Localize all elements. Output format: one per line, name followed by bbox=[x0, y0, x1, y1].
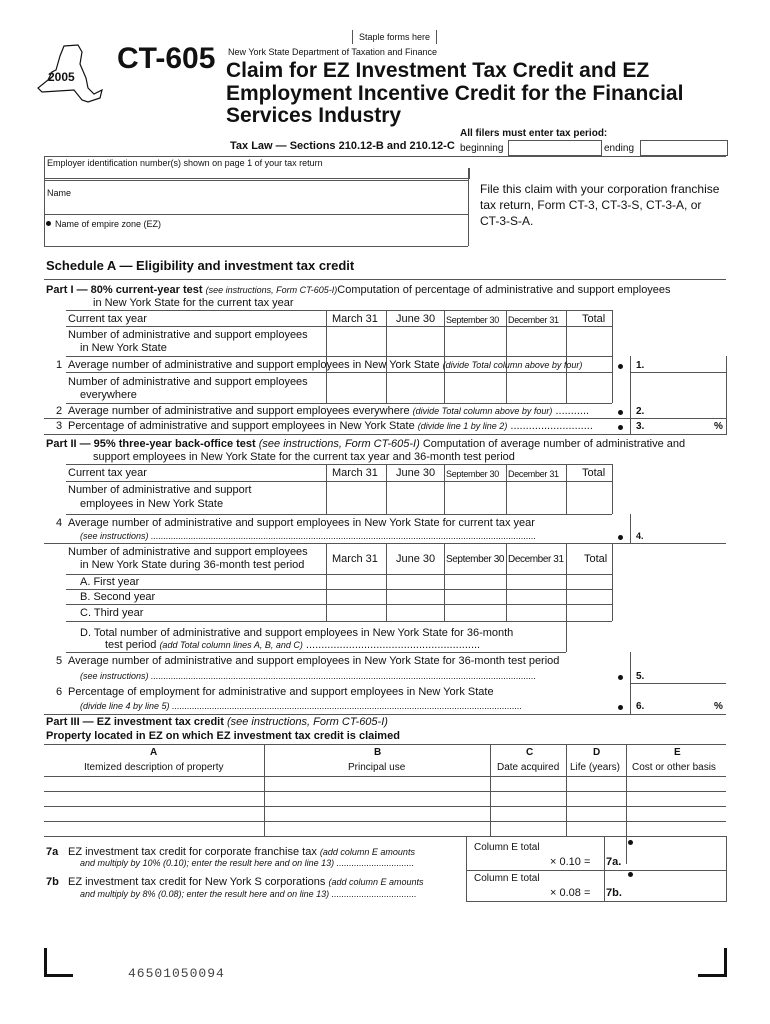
line-5-box: 5. bbox=[636, 671, 645, 682]
line-5-text: Average number of administrative and support employees in New York State for 36-month test period bbox=[68, 655, 560, 667]
row-everywhere: Number of administrative and support employees bbox=[68, 376, 308, 388]
row-ny-employees: Number of administrative and support employees bbox=[68, 329, 308, 341]
beginning-input[interactable] bbox=[508, 140, 602, 156]
row2-ny-employees-2: employees in New York State bbox=[80, 498, 224, 510]
line-2-input[interactable] bbox=[650, 403, 724, 417]
part-2-heading: Part II — 95% three-year back-office test (see instructions, Form CT-605-I) Computation of average number of administrative and bbox=[46, 438, 686, 450]
col3-march: March 31 bbox=[332, 553, 378, 565]
col-a-label: Itemized description of property bbox=[84, 762, 224, 773]
line-3-box: 3. bbox=[636, 421, 645, 432]
line-1-number: 1 bbox=[56, 359, 63, 371]
col2-december: December 31 bbox=[508, 469, 559, 479]
schedule-a-title: Schedule A — Eligibility and investment tax credit bbox=[46, 258, 355, 273]
col-june: June 30 bbox=[396, 313, 436, 325]
total-36-month: D. Total number of administrative and support employees in New York State for 36-month bbox=[80, 627, 514, 639]
line-6-input[interactable] bbox=[650, 685, 710, 713]
part-1-desc: in New York State for the current tax year bbox=[93, 297, 294, 309]
registration-mark-left bbox=[44, 948, 73, 977]
row2-ny-employees: Number of administrative and support bbox=[68, 484, 252, 496]
line-7a-input[interactable] bbox=[636, 838, 724, 869]
line-1-text: Average number of administrative and support employees in New York State (divide Total column above by four) bbox=[68, 359, 583, 371]
tax-period-label: All filers must enter tax period: bbox=[460, 128, 608, 139]
col-december: December 31 bbox=[508, 315, 559, 325]
col-c-letter: C bbox=[526, 747, 534, 758]
line-2-number: 2 bbox=[56, 405, 63, 417]
line-2-box: 2. bbox=[636, 406, 645, 417]
col3-september: September 30 bbox=[446, 554, 505, 565]
file-note-2: tax return, Form CT-3, CT-3-S, CT-3-A, or bbox=[480, 198, 702, 212]
total-36-month-2: test period (add Total column lines A, B, and C) ......................................................... bbox=[105, 639, 481, 651]
line-7b-number: 7b bbox=[46, 876, 59, 888]
line-4-number: 4 bbox=[56, 517, 63, 529]
second-year: B. Second year bbox=[80, 591, 156, 603]
row-36-month: Number of administrative and support employees bbox=[68, 546, 308, 558]
cost-basis-input[interactable] bbox=[628, 777, 724, 835]
zone-label: Name of empire zone (EZ) bbox=[55, 219, 162, 229]
form-title-1: Claim for EZ Investment Tax Credit and EZ bbox=[226, 59, 650, 82]
third-year: C. Third year bbox=[80, 607, 144, 619]
col2-total: Total bbox=[582, 467, 606, 479]
line-6-percent: % bbox=[714, 701, 723, 712]
line-4-text: Average number of administrative and support employees in New York State for current tax year bbox=[68, 517, 535, 529]
part-1-heading: Part I — 80% current-year test (see instructions, Form CT-605-I)Computation of percentage of administrative and support employees bbox=[46, 284, 671, 296]
line-6-box: 6. bbox=[636, 701, 645, 712]
col2-september: September 30 bbox=[446, 469, 499, 479]
line-6-note: (divide line 4 by line 5) ............................................................................................................................................ bbox=[80, 701, 523, 711]
life-years-input[interactable] bbox=[568, 777, 624, 835]
line-7a-box: 7a. bbox=[606, 856, 622, 868]
line-7b-note: and multiply by 8% (0.08); enter the result here and on line 13) .................................. bbox=[80, 889, 417, 899]
col-a-letter: A bbox=[150, 747, 158, 758]
line-6-text: Percentage of employment for administrative and support employees in New York State bbox=[68, 686, 494, 698]
tax-year: 2005 bbox=[48, 70, 75, 84]
form-id: CT-605 bbox=[117, 42, 216, 75]
col2-june: June 30 bbox=[396, 467, 436, 479]
line-7b-input[interactable] bbox=[636, 872, 724, 900]
name-input[interactable] bbox=[44, 200, 468, 213]
col-e-label: Cost or other basis bbox=[632, 762, 716, 773]
line-1-box: 1. bbox=[636, 360, 645, 371]
col3-total: Total bbox=[584, 553, 608, 565]
line-2-text: Average number of administrative and support employees everywhere (divide Total column above by four) ........... bbox=[68, 405, 590, 417]
date-acquired-input[interactable] bbox=[492, 777, 564, 835]
line-5-input[interactable] bbox=[650, 654, 724, 682]
row-36-month-2: in New York State during 36-month test period bbox=[80, 559, 305, 571]
form-title-2: Employment Incentive Credit for the Financial bbox=[226, 82, 684, 105]
col-d-label: Life (years) bbox=[570, 762, 621, 773]
line-3-text: Percentage of administrative and support employees in New York State (divide line 1 by line 2) ........................... bbox=[68, 420, 593, 432]
form-title-3: Services Industry bbox=[226, 104, 402, 127]
file-note-3: CT-3-S-A. bbox=[480, 214, 534, 228]
line-7b-text: EZ investment tax credit for New York S corporations (add column E amounts bbox=[68, 876, 424, 888]
line-7b-box: 7b. bbox=[606, 887, 622, 899]
line-7b-multiplier: × 0.08 = bbox=[550, 887, 591, 899]
part-2-desc: support employees in New York State for the current tax year and 36-month test period bbox=[93, 451, 515, 463]
zone-input[interactable] bbox=[44, 231, 468, 244]
file-note-1: File this claim with your corporation franchise bbox=[480, 182, 720, 196]
line-3-input[interactable] bbox=[650, 419, 710, 433]
ending-input[interactable] bbox=[640, 140, 728, 156]
beginning-label: beginning bbox=[460, 143, 504, 154]
principal-use-input[interactable] bbox=[266, 777, 488, 835]
col-current-year: Current tax year bbox=[68, 313, 147, 325]
col2-march: March 31 bbox=[332, 467, 378, 479]
line-7a-text: EZ investment tax credit for corporate franchise tax (add column E amounts bbox=[68, 846, 415, 858]
col-c-label: Date acquired bbox=[497, 762, 560, 773]
ein-label: Employer identification number(s) shown on page 1 of your tax return bbox=[47, 158, 323, 168]
col-march: March 31 bbox=[332, 313, 378, 325]
col3-december: December 31 bbox=[508, 554, 564, 565]
col-total: Total bbox=[582, 313, 606, 325]
registration-mark-right bbox=[698, 948, 727, 977]
line-7a-number: 7a bbox=[46, 846, 59, 858]
form-barcode-number: 46501050094 bbox=[128, 966, 225, 981]
name-label: Name bbox=[47, 188, 72, 198]
line-3-percent: % bbox=[714, 421, 723, 432]
line-4-box: 4. bbox=[636, 531, 644, 541]
row-ny-employees-2: in New York State bbox=[80, 342, 167, 354]
first-year: A. First year bbox=[80, 576, 140, 588]
col3-june: June 30 bbox=[396, 553, 436, 565]
ending-label: ending bbox=[604, 143, 635, 154]
department: New York State Department of Taxation and Finance bbox=[228, 47, 437, 57]
line-1-input[interactable] bbox=[650, 357, 724, 371]
col-september: September 30 bbox=[446, 315, 499, 325]
col2-current-year: Current tax year bbox=[68, 467, 147, 479]
line-7a-multiplier: × 0.10 = bbox=[550, 856, 591, 868]
col-b-label: Principal use bbox=[348, 762, 406, 773]
part-3-heading: Part III — EZ investment tax credit (see instructions, Form CT-605-I) bbox=[46, 716, 388, 728]
ein-input[interactable] bbox=[44, 168, 470, 179]
line-7a-column-e-total: Column E total bbox=[474, 842, 540, 853]
col-e-letter: E bbox=[674, 747, 681, 758]
row-everywhere-2: everywhere bbox=[80, 389, 137, 401]
line-5-note: (see instructions) .......................................................................................................................................................... bbox=[80, 671, 537, 681]
line-7a-note: and multiply by 10% (0.10); enter the result here and on line 13) ............................... bbox=[80, 858, 415, 868]
line-6-number: 6 bbox=[56, 686, 63, 698]
tax-law: Tax Law — Sections 210.12-B and 210.12-C bbox=[230, 140, 455, 152]
property-description-input[interactable] bbox=[46, 777, 262, 835]
line-3-number: 3 bbox=[56, 420, 63, 432]
line-4-input[interactable] bbox=[650, 516, 724, 542]
line-5-number: 5 bbox=[56, 655, 63, 667]
line-4-note: (see instructions) .......................................................................................................................................................... bbox=[80, 531, 537, 541]
col-d-letter: D bbox=[593, 747, 601, 758]
line-7b-column-e-total: Column E total bbox=[474, 873, 540, 884]
staple-note: Staple forms here bbox=[352, 30, 437, 44]
col-b-letter: B bbox=[374, 747, 382, 758]
part-3-subtitle: Property located in EZ on which EZ investment tax credit is claimed bbox=[46, 730, 400, 742]
